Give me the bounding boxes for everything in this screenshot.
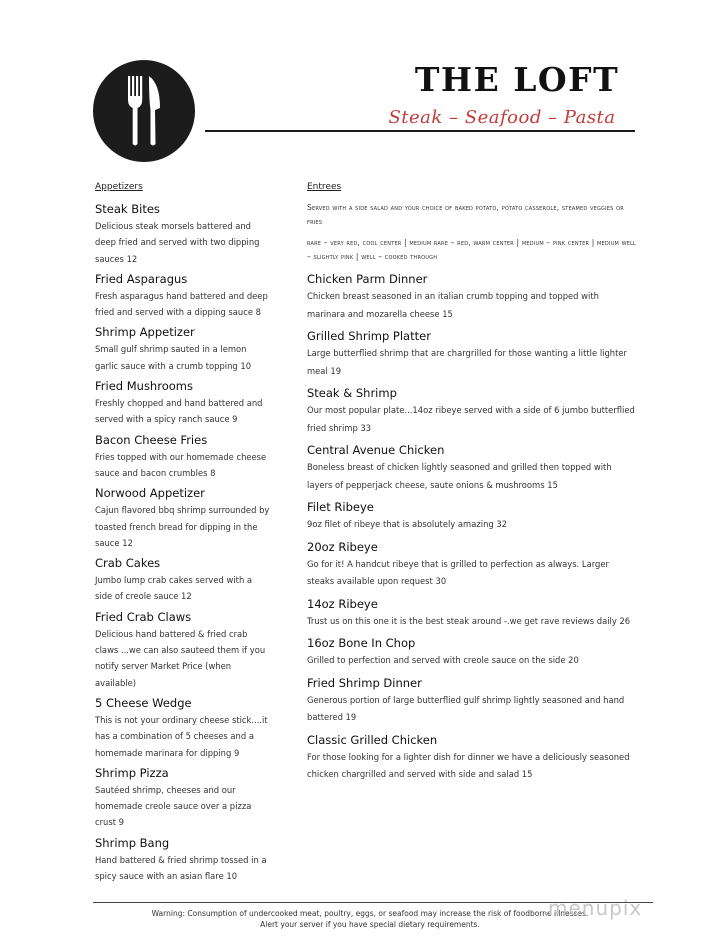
logo	[93, 60, 195, 162]
menu-item	[307, 442, 637, 494]
entree-list	[307, 271, 637, 784]
entrees-section	[307, 182, 637, 789]
menu-item	[95, 378, 270, 428]
menu-item	[95, 432, 270, 482]
menu-item-description: Delicious steak morsels battered and deep fried and served with two dipping sauces 12	[95, 221, 260, 264]
menu-item-name: Shrimp Appetizer	[95, 325, 195, 340]
menu-item-name: 14oz Ribeye	[307, 596, 378, 611]
fork-knife-icon	[93, 60, 195, 162]
menu-item	[307, 596, 637, 631]
menu-item-description: This is not your ordinary cheese stick....it has a combination of 5 cheeses and a homemade marinara for dipping 9	[95, 714, 268, 758]
menu-item-description: Jumbo lump crab cakes served with a side of creole sauce 12	[95, 575, 253, 602]
restaurant-name: THE LOFT	[414, 60, 620, 99]
menu-item-description: Boneless breast of chicken lightly seasoned and grilled then topped with layers of pepperjack cheese, saute onions & mushrooms 15	[307, 462, 612, 490]
entrees-heading: Entrees	[307, 182, 342, 192]
menu-item-name: 5 Cheese Wedge	[95, 695, 192, 710]
menu-item-description: Fries topped with our homemade cheese sauce and bacon crumbles 8	[95, 451, 267, 478]
menu-item	[95, 485, 270, 551]
menu-item-description: Our most popular plate...14oz ribeye served with a side of 6 jumbo butterflied fried shrimp 33	[307, 405, 635, 433]
menu-item-description: Delicious hand battered & fried crab claws ...we can also sauteed them if you notify server Market Price (when available)	[95, 628, 266, 688]
menu-item	[307, 271, 637, 323]
menu-item-name: Fried Shrimp Dinner	[307, 675, 422, 690]
menu-item	[307, 675, 637, 727]
menu-item-description: For those looking for a lighter dish for dinner we have a deliciously seasoned chicken chargrilled and served with side and salad 15	[307, 751, 630, 779]
menu-item-name: Central Avenue Chicken	[307, 443, 445, 457]
menu-item-description: Sautéed shrimp, cheeses and our homemade creole sauce over a pizza crust 9	[95, 784, 252, 828]
warning-line-1: Warning: Consumption of undercooked meat, poultry, eggs, or seafood may increase the risk of foodborne illnesses.	[151, 909, 589, 918]
menu-item-description: Grilled to perfection and served with creole sauce on the side 20	[307, 655, 579, 665]
menu-item	[307, 385, 637, 437]
menu-item-name: Fried Crab Claws	[95, 609, 192, 624]
menu-item-description: Trust us on this one it is the best steak around -.we get rave reviews daily 26	[307, 615, 631, 626]
menu-item-name: Bacon Cheese Fries	[95, 432, 208, 447]
appetizer-list	[95, 201, 270, 884]
menu-item-name: Classic Grilled Chicken	[307, 732, 438, 747]
menu-item-name: Fried Mushrooms	[95, 379, 193, 394]
menu-item-description: Fresh asparagus hand battered and deep fried and served with a dipping sauce 8	[95, 290, 268, 318]
menu-item-name: Norwood Appetizer	[95, 486, 205, 501]
menu-item-name: Filet Ribeye	[307, 500, 374, 514]
watermark: menupix	[548, 896, 643, 920]
menu-item	[95, 324, 270, 374]
restaurant-tagline: Steak – Seafood – Pasta	[388, 107, 616, 128]
menu-item-name: 16oz Bone In Chop	[307, 636, 416, 650]
menu-item-description: Chicken breast seasoned in an italian crumb topping and topped with marinara and mozarella cheese 15	[307, 291, 599, 319]
menu-item-name: Chicken Parm Dinner	[307, 272, 428, 286]
menu-item-description: Small gulf shrimp sauted in a lemon garlic sauce with a crumb topping 10	[95, 344, 252, 371]
appetizers-heading: Appetizers	[95, 182, 143, 192]
menu-item-name: Grilled Shrimp Platter	[307, 329, 431, 343]
menu-item-name: Steak Bites	[95, 202, 160, 216]
appetizers-section	[95, 182, 270, 888]
menu-item-name: Steak & Shrimp	[307, 386, 397, 400]
menu-item-name: Fried Asparagus	[95, 271, 188, 286]
menu-item	[95, 765, 270, 831]
menu-item-name: 20oz Ribeye	[307, 539, 378, 554]
warning-line-2: Alert your server if you have special dietary requirements.	[260, 920, 480, 929]
header-divider	[205, 130, 635, 132]
menu-item	[307, 732, 637, 784]
menu-item	[307, 499, 637, 534]
menu-item-description: Go for it! A handcut ribeye that is grilled to perfection as always. Larger steaks available upon request 30	[307, 558, 609, 586]
menu-item-description: Large butterflied shrimp that are chargrilled for those wanting a little lighter meal 19	[307, 348, 627, 376]
menu-item	[307, 328, 637, 380]
menu-item	[95, 555, 270, 605]
doneness-guide: rare – very red, cool center | medium rare – red, warm center | medium – pink center | medium well – slightly pink | well – cooked through	[307, 238, 637, 261]
menu-item	[95, 271, 270, 321]
menu-item	[95, 695, 270, 761]
menu-item-name: Shrimp Bang	[95, 835, 170, 850]
entree-sides-note: Served with a side salad and your choice of baked potato, potato casserole, steamed veggies or fries	[307, 203, 624, 226]
menu-item	[307, 539, 637, 591]
menu-item-description: Hand battered & fried shrimp tossed in a spicy sauce with an asian flare 10	[95, 854, 267, 882]
menu-item	[95, 201, 270, 267]
menu-item-name: Shrimp Pizza	[95, 765, 169, 780]
menu-item	[95, 609, 270, 691]
menu-item-description: Freshly chopped and hand battered and served with a spicy ranch sauce 9	[95, 398, 263, 425]
menu-item	[95, 835, 270, 885]
menu-item-description: Generous portion of large butterflied gulf shrimp lightly seasoned and hand battered 19	[307, 694, 625, 722]
menu-item-name: Crab Cakes	[95, 556, 161, 571]
menu-item-description: Cajun flavored bbq shrimp surrounded by toasted french bread for dipping in the sauce 12	[95, 505, 270, 548]
menu-item	[307, 635, 637, 670]
menu-item-description: 9oz filet of ribeye that is absolutely amazing 32	[307, 519, 508, 529]
